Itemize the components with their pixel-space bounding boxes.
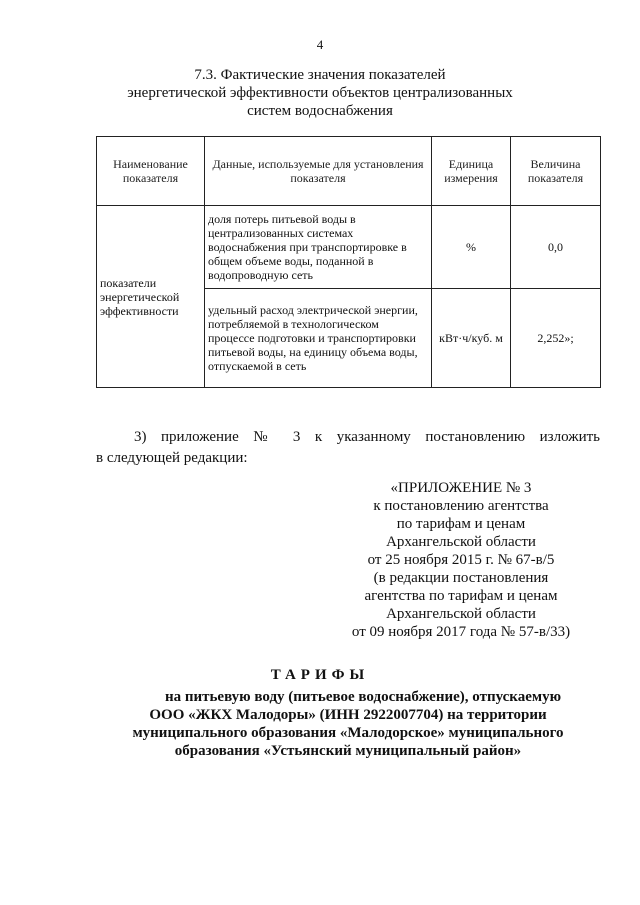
appendix-line: «ПРИЛОЖЕНИЕ № 3 [390,480,532,496]
heading-line-1: 7.3. Фактические значения показателей [194,67,446,83]
header-data-used: Данные, используемые для установления показателя [205,137,432,206]
appendix-line: от 25 ноября 2015 г. № 67-в/5 [367,552,555,568]
indicators-table [96,136,601,388]
header-indicator-name: Наименование показателя [97,137,205,206]
row-data-cell: доля потерь питьевой воды в централизованных системах водоснабжения при транспортировке в общем объеме воды, поданной в водопроводную сеть [205,206,432,289]
row-unit-cell: кВт·ч/куб. м [432,289,511,388]
appendix-line: (в редакции постановления [373,570,549,586]
table-header-row [97,137,601,206]
appendix-line: к постановлению агентства [373,498,549,514]
appendix-line: агентства по тарифам и ценам [364,588,558,604]
page-number: 4 [316,37,324,52]
clause-paragraph [96,427,600,469]
indicator-group-name: показатели энергетической эффективности [97,206,205,388]
tariffs-line: муниципального образования «Малодорское» муниципального [132,725,564,741]
appendix-line: по тарифам и ценам [396,516,526,532]
clause-line-1: 3) приложение № 3 к указанному постановлению изложить [134,429,600,445]
table-row [97,206,601,289]
row-unit-cell: % [432,206,511,289]
tariffs-description [96,688,600,760]
row-value-cell: 2,252»; [511,289,601,388]
tariffs-line: ООО «ЖКХ Малодоры» (ИНН 2922007704) на территории [149,707,547,723]
appendix-line: от 09 ноября 2017 года № 57-в/33) [351,624,571,640]
header-unit: Единица измерения [432,137,511,206]
tariffs-line: на питьевую воду (питьевое водоснабжение), отпускаемую [164,689,562,705]
heading-line-2: энергетической эффективности объектов централизованных [127,85,513,101]
appendix-header-block [330,479,592,641]
appendix-line: Архангельской области [386,534,536,550]
tariffs-line: образования «Устьянский муниципальный район» [174,743,522,759]
row-value-cell: 0,0 [511,206,601,289]
header-value: Величина показателя [511,137,601,206]
tariffs-title: ТАРИФЫ [270,667,370,683]
section-heading [60,66,580,120]
row-data-cell: удельный расход электрической энергии, потребляемой в технологическом процессе подготовки и транспортировки питьевой воды, на единицу объема воды, отпускаемой в сеть [205,289,432,388]
clause-line-2: в следующей редакции: [96,450,248,466]
heading-line-3: систем водоснабжения [247,103,393,119]
appendix-line: Архангельской области [386,606,536,622]
